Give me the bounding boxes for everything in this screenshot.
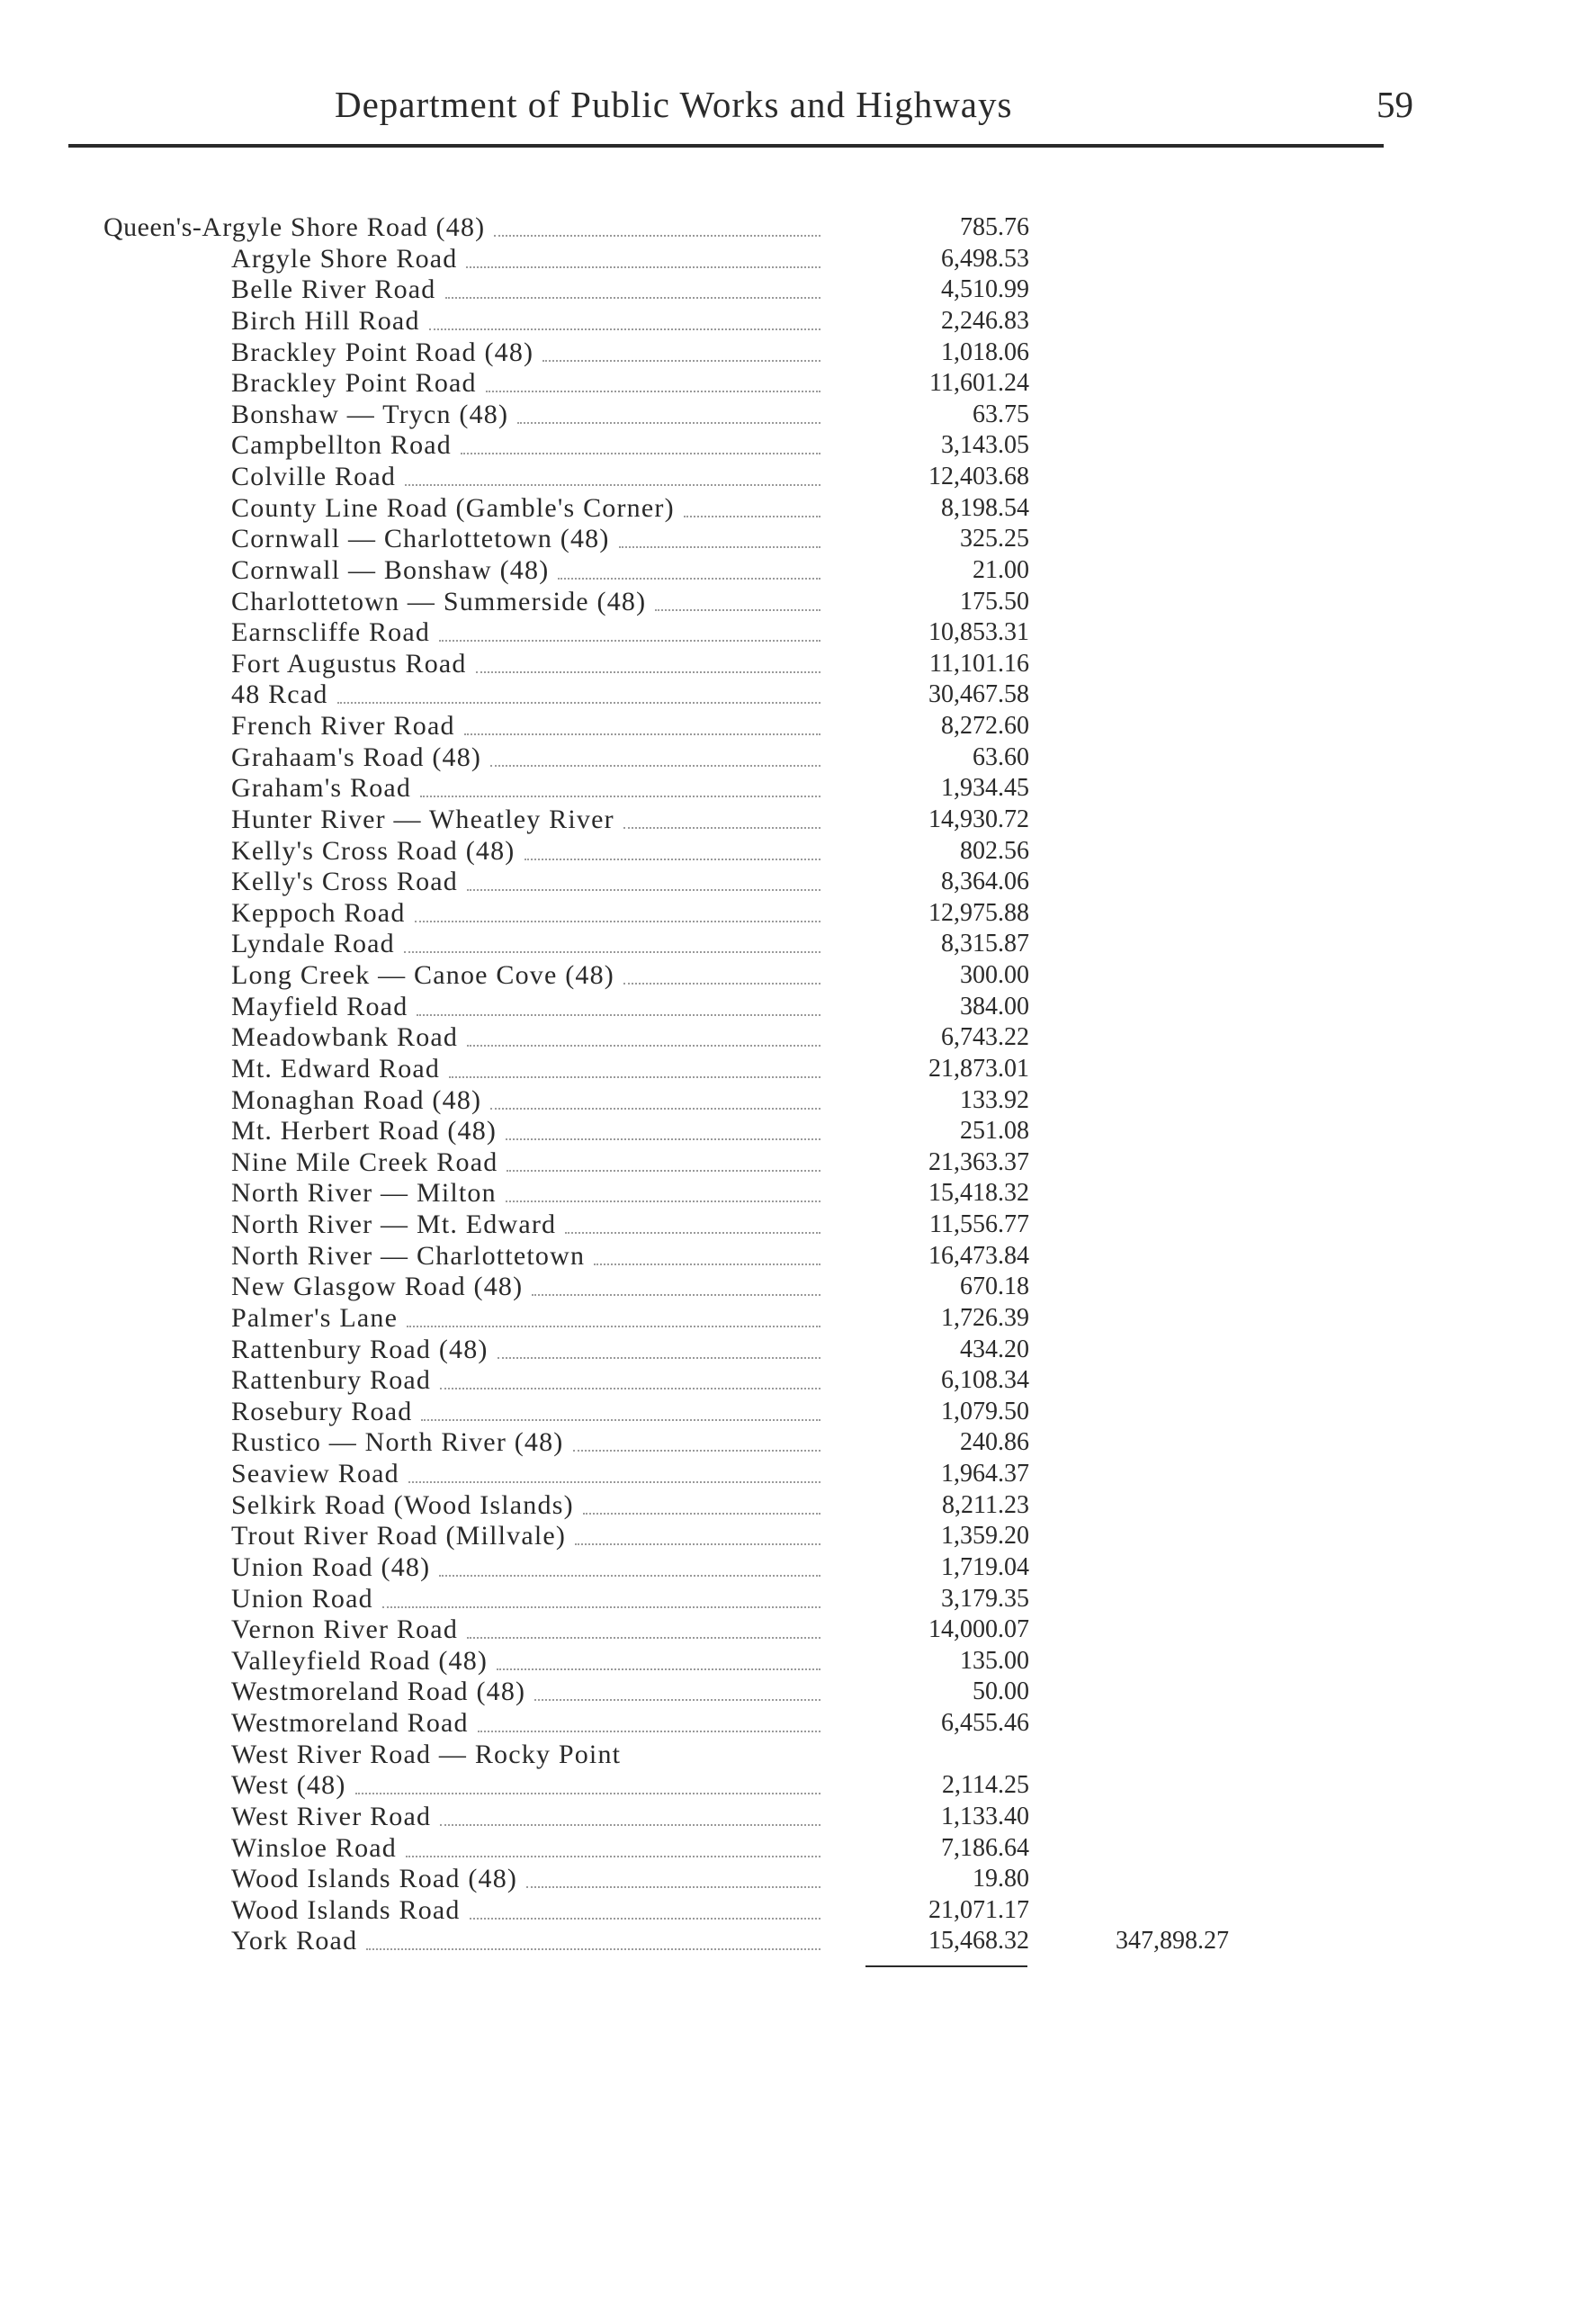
amount: 12,975.88 [928,898,1029,927]
road-name-text: Seaview Road [231,1459,399,1488]
amount: 12,403.68 [928,463,1029,490]
amount: 2,246.83 [941,306,1029,335]
road-name [231,1147,498,1178]
road-name-text: French River Road [231,711,455,741]
list-item [0,1584,1596,1615]
amount: 6,743.22 [941,1023,1029,1052]
amount: 8,211.23 [942,1490,1029,1519]
amount: 1,359.20 [941,1522,1029,1551]
header-rule [68,144,1384,148]
grand-total: 347,898.27 [1116,1927,1229,1956]
dot-leader [366,1948,820,1950]
road-name [231,1241,585,1272]
amount: 300.00 [960,961,1029,989]
list-item [0,960,1596,992]
road-name-text: Earnscliffe Road [231,617,431,648]
amount: 8,272.60 [941,712,1029,740]
road-name [231,1802,431,1832]
amount: 3,179.35 [941,1584,1029,1613]
dot-leader [470,1918,820,1920]
list-item [0,555,1596,587]
dot-leader [440,1824,820,1826]
amount: 14,930.72 [928,805,1029,833]
road-name-text: Lyndale Road [231,929,395,959]
list-item [0,1614,1596,1646]
road-name [231,1365,431,1396]
road-name [231,929,395,959]
road-name [231,867,458,897]
road-name [231,898,406,929]
dot-leader [655,609,820,611]
dot-leader [421,1419,820,1421]
road-name-text: North River — Milton [231,1178,497,1209]
list-item [0,1926,1596,1957]
dot-leader [449,1076,820,1078]
dot-leader [506,1138,820,1140]
list-item [0,1397,1596,1428]
dot-leader [404,951,820,953]
list-item [0,836,1596,868]
road-name [103,212,485,243]
road-name-text: Cornwall — Charlottetown (48) [231,524,610,554]
road-name-text: Brackley Point Road [231,368,477,399]
list-item [0,898,1596,930]
road-name-text: West River Road [231,1801,432,1831]
dot-leader [558,578,820,580]
list-item [0,1054,1596,1085]
list-item [0,524,1596,555]
expenditure-list [0,212,1596,1957]
list-item [0,1365,1596,1397]
road-name [231,587,646,617]
road-name [231,1677,525,1707]
road-name-text: Union Road [231,1583,373,1614]
amount: 133.92 [960,1085,1029,1114]
road-name [231,773,411,804]
list-item [0,679,1596,711]
dot-leader [445,297,820,299]
dot-leader [408,1481,820,1483]
dot-leader [623,827,820,829]
road-name [231,679,328,710]
dot-leader [506,1200,820,1202]
dot-leader [476,671,820,673]
dot-leader [407,1326,820,1327]
list-item [0,773,1596,805]
amount: 21,873.01 [928,1054,1029,1083]
road-name [231,555,549,586]
list-item [0,430,1596,462]
road-name [231,649,467,679]
road-name-text: Trout River Road (Millvale) [231,1521,567,1551]
road-name-text: Rustico — North River (48) [231,1427,564,1458]
road-name-text: Mt. Herbert Road (48) [231,1116,498,1147]
list-item [0,1770,1596,1802]
list-item [0,1552,1596,1584]
road-name [231,244,457,274]
list-item [0,1085,1596,1117]
road-name-text: Long Creek — Canoe Cove (48) [231,960,615,990]
dot-leader [417,1014,820,1016]
road-name-text: West (48) [231,1770,346,1801]
list-item [0,929,1596,960]
road-name-text: Winsloe Road [231,1832,397,1863]
road-name-text: Kelly's Cross Road (48) [231,835,516,866]
road-name-text: Valleyfield Road (48) [231,1645,489,1676]
dot-leader [490,1108,820,1110]
dot-leader [575,1543,820,1545]
amount: 30,467.58 [928,680,1029,709]
dot-leader [497,1668,820,1670]
road-name-text: Belle River Road [231,274,436,305]
list-item [0,1833,1596,1865]
road-name [231,1459,399,1489]
dot-leader [466,266,820,268]
county-prefix: Queen's- [103,212,202,242]
list-item [0,1335,1596,1366]
road-name-text: Colville Road [231,462,397,491]
road-name [231,1926,357,1956]
dot-leader [337,702,820,704]
dot-leader [684,516,820,517]
road-name [231,1864,517,1894]
amount: 14,000.07 [928,1615,1029,1644]
list-item [0,1241,1596,1272]
amount: 11,556.77 [929,1210,1029,1238]
amount: 434.20 [960,1335,1029,1363]
road-name [231,1116,497,1147]
road-name-text: Mt. Edward Road [231,1053,441,1084]
road-name-text: Nine Mile Creek Road [231,1147,498,1177]
road-name-text: Mayfield Road [231,991,408,1021]
amount: 21,071.17 [928,1895,1029,1924]
amount: 240.86 [960,1428,1029,1457]
list-item [0,1521,1596,1552]
amount: 1,079.50 [941,1397,1029,1425]
road-name-text: Rattenbury Road [231,1365,432,1396]
amount: 8,315.87 [941,930,1029,958]
road-name [231,400,508,430]
road-name [231,1490,574,1521]
list-item [0,711,1596,742]
road-name-text: Grahaam's Road (48) [231,742,482,772]
road-name-text: Monaghan Road (48) [231,1084,482,1115]
road-name-text: 48 Rcad [231,679,328,710]
dot-leader [498,1357,820,1359]
road-name [231,1708,469,1739]
amount: 11,101.16 [929,649,1029,678]
road-name [231,1427,564,1458]
dot-leader [507,1170,820,1172]
road-name-text: Wood Islands Road (48) [231,1864,518,1894]
amount: 325.25 [960,525,1029,553]
dot-leader [440,1388,820,1389]
amount: 21.00 [973,555,1029,584]
amount: 1,133.40 [941,1802,1029,1830]
road-name-text: Cornwall — Bonshaw (48) [231,554,550,585]
dot-leader [486,391,820,392]
road-name [231,1178,497,1209]
dot-leader [542,360,820,362]
road-name-text: New Glasgow Road (48) [231,1272,524,1302]
road-name [231,493,675,524]
road-name-text: Hunter River — Wheatley River [231,804,614,834]
road-name-text: Keppoch Road [231,897,406,928]
road-name [231,368,477,399]
amount: 15,418.32 [928,1179,1029,1208]
dot-leader [494,235,820,237]
list-item [0,1740,1596,1771]
road-name-text: Kelly's Cross Road [231,867,459,897]
dot-leader [623,983,820,985]
road-name-text: Vernon River Road [231,1614,459,1645]
road-name [231,462,396,492]
amount: 15,468.32 [928,1927,1029,1956]
page-header-title: Department of Public Works and Highways [335,84,1013,125]
list-item [0,1022,1596,1054]
dot-leader [490,765,820,767]
list-item [0,400,1596,431]
dot-leader [355,1793,820,1794]
road-name [231,1552,430,1583]
amount: 63.60 [973,742,1029,771]
dot-leader [534,1699,820,1701]
road-name [231,992,408,1022]
amount: 135.00 [960,1646,1029,1675]
road-name [231,306,420,337]
road-name [231,1397,412,1427]
amount: 50.00 [973,1677,1029,1706]
list-item [0,337,1596,369]
list-item [0,1178,1596,1209]
dot-leader [439,1575,820,1577]
road-name-text: Campbellton Road [231,430,453,461]
road-name-text: Graham's Road [231,773,412,804]
road-name [231,1770,346,1801]
dot-leader [525,859,820,860]
list-item [0,368,1596,400]
road-name-text: Westmoreland Road (48) [231,1677,526,1707]
dot-leader [594,1263,820,1265]
dot-leader [467,1045,820,1047]
amount: 6,498.53 [941,244,1029,273]
list-item [0,212,1596,244]
road-name-text: Wood Islands Road [231,1894,461,1925]
list-item [0,1427,1596,1459]
road-name-text: Bonshaw — Trycn (48) [231,399,509,429]
list-item [0,493,1596,525]
road-name [231,1895,461,1926]
dot-leader [532,1294,820,1296]
amount: 6,108.34 [941,1366,1029,1395]
road-name [231,805,614,835]
amount: 1,934.45 [941,774,1029,803]
dot-leader [467,889,820,891]
list-item [0,1490,1596,1522]
road-name [231,337,533,368]
list-item [0,1864,1596,1895]
road-name-text: York Road [231,1926,358,1956]
amount: 7,186.64 [941,1833,1029,1862]
amount: 785.76 [960,213,1029,241]
road-name-text: West River Road — Rocky Point [231,1739,622,1769]
road-name [231,1740,621,1770]
amount: 802.56 [960,836,1029,865]
list-item [0,617,1596,649]
road-name-text: Fort Augustus Road [231,648,467,679]
road-name [231,1209,556,1240]
road-name [231,1022,458,1053]
page-number: 59 [1376,84,1413,125]
amount: 175.50 [960,587,1029,616]
dot-leader [429,328,820,330]
list-item [0,1802,1596,1833]
road-name [231,1584,373,1614]
amount: 10,853.31 [928,618,1029,647]
amount: 19.80 [973,1865,1029,1893]
amount: 2,114.25 [942,1771,1029,1800]
road-name [231,1614,458,1645]
road-name [231,524,610,554]
road-name-text: Westmoreland Road [231,1708,469,1738]
dot-leader [461,453,820,454]
amount: 670.18 [960,1272,1029,1301]
dot-leader [478,1731,820,1732]
road-name [231,1335,489,1365]
dot-leader [619,546,820,548]
sum-rule [865,1965,1027,1967]
dot-leader [565,1232,820,1234]
road-name-text: Birch Hill Road [231,305,420,336]
list-item [0,1677,1596,1708]
list-item [0,1303,1596,1335]
list-item [0,867,1596,898]
road-name-text: North River — Mt. Edward [231,1209,557,1239]
road-name-text: Brackley Point Road (48) [231,337,534,367]
dot-leader [382,1606,820,1608]
list-item [0,274,1596,306]
list-item [0,587,1596,618]
road-name [231,1646,488,1677]
dot-leader [573,1450,820,1452]
list-item [0,306,1596,337]
road-name [231,1272,523,1302]
road-name [231,1085,481,1116]
road-name-text: Rosebury Road [231,1396,413,1426]
road-name-text: Palmer's Lane [231,1302,399,1333]
road-name-text: Meadowbank Road [231,1022,459,1053]
dot-leader [415,921,820,922]
amount: 8,364.06 [941,868,1029,896]
list-item [0,1116,1596,1147]
amount: 11,601.24 [929,369,1029,398]
list-item [0,1147,1596,1179]
list-item [0,1708,1596,1740]
list-item [0,1209,1596,1241]
list-item [0,649,1596,680]
road-name-text: Rattenbury Road (48) [231,1334,489,1364]
road-name-text: Argyle Shore Road [231,243,458,274]
dot-leader [420,796,820,797]
road-name-text: North River — Charlottetown [231,1240,586,1271]
dot-leader [464,733,820,735]
amount: 1,719.04 [941,1552,1029,1581]
road-name-text: Union Road (48) [231,1551,431,1582]
road-name [231,836,516,867]
list-item [0,1646,1596,1677]
list-item [0,805,1596,836]
list-item [0,992,1596,1023]
road-name [231,1303,398,1334]
amount: 251.08 [960,1117,1029,1146]
road-name [231,1833,397,1864]
amount: 384.00 [960,992,1029,1021]
road-name [231,617,430,648]
list-item [0,1459,1596,1490]
road-name [231,960,614,991]
dot-leader [405,484,820,486]
road-name [231,1521,566,1551]
road-name-text: County Line Road (Gamble's Corner) [231,492,675,523]
amount: 1,964.37 [941,1460,1029,1488]
list-item [0,462,1596,493]
road-name-text: Charlottetown — Summerside (48) [231,586,647,616]
list-item [0,244,1596,275]
amount: 1,726.39 [941,1303,1029,1332]
road-name [231,274,436,305]
road-name [231,742,481,773]
list-item [0,1895,1596,1927]
road-name [231,1054,440,1084]
amount: 16,473.84 [928,1241,1029,1270]
amount: 63.75 [973,400,1029,428]
dot-leader [583,1513,820,1515]
road-name [231,430,452,461]
amount: 3,143.05 [941,431,1029,460]
dot-leader [467,1637,820,1639]
list-item [0,742,1596,774]
amount: 6,455.46 [941,1709,1029,1737]
dot-leader [439,640,820,642]
road-name [231,711,455,742]
amount: 1,018.06 [941,337,1029,366]
road-name-text: Selkirk Road (Wood Islands) [231,1489,574,1520]
amount: 21,363.37 [928,1147,1029,1176]
dot-leader [526,1886,820,1888]
list-item [0,1272,1596,1303]
dot-leader [406,1856,820,1857]
road-name-text: Argyle Shore Road (48) [202,212,486,242]
amount: 4,510.99 [941,275,1029,304]
dot-leader [517,422,820,424]
amount: 8,198.54 [941,493,1029,522]
